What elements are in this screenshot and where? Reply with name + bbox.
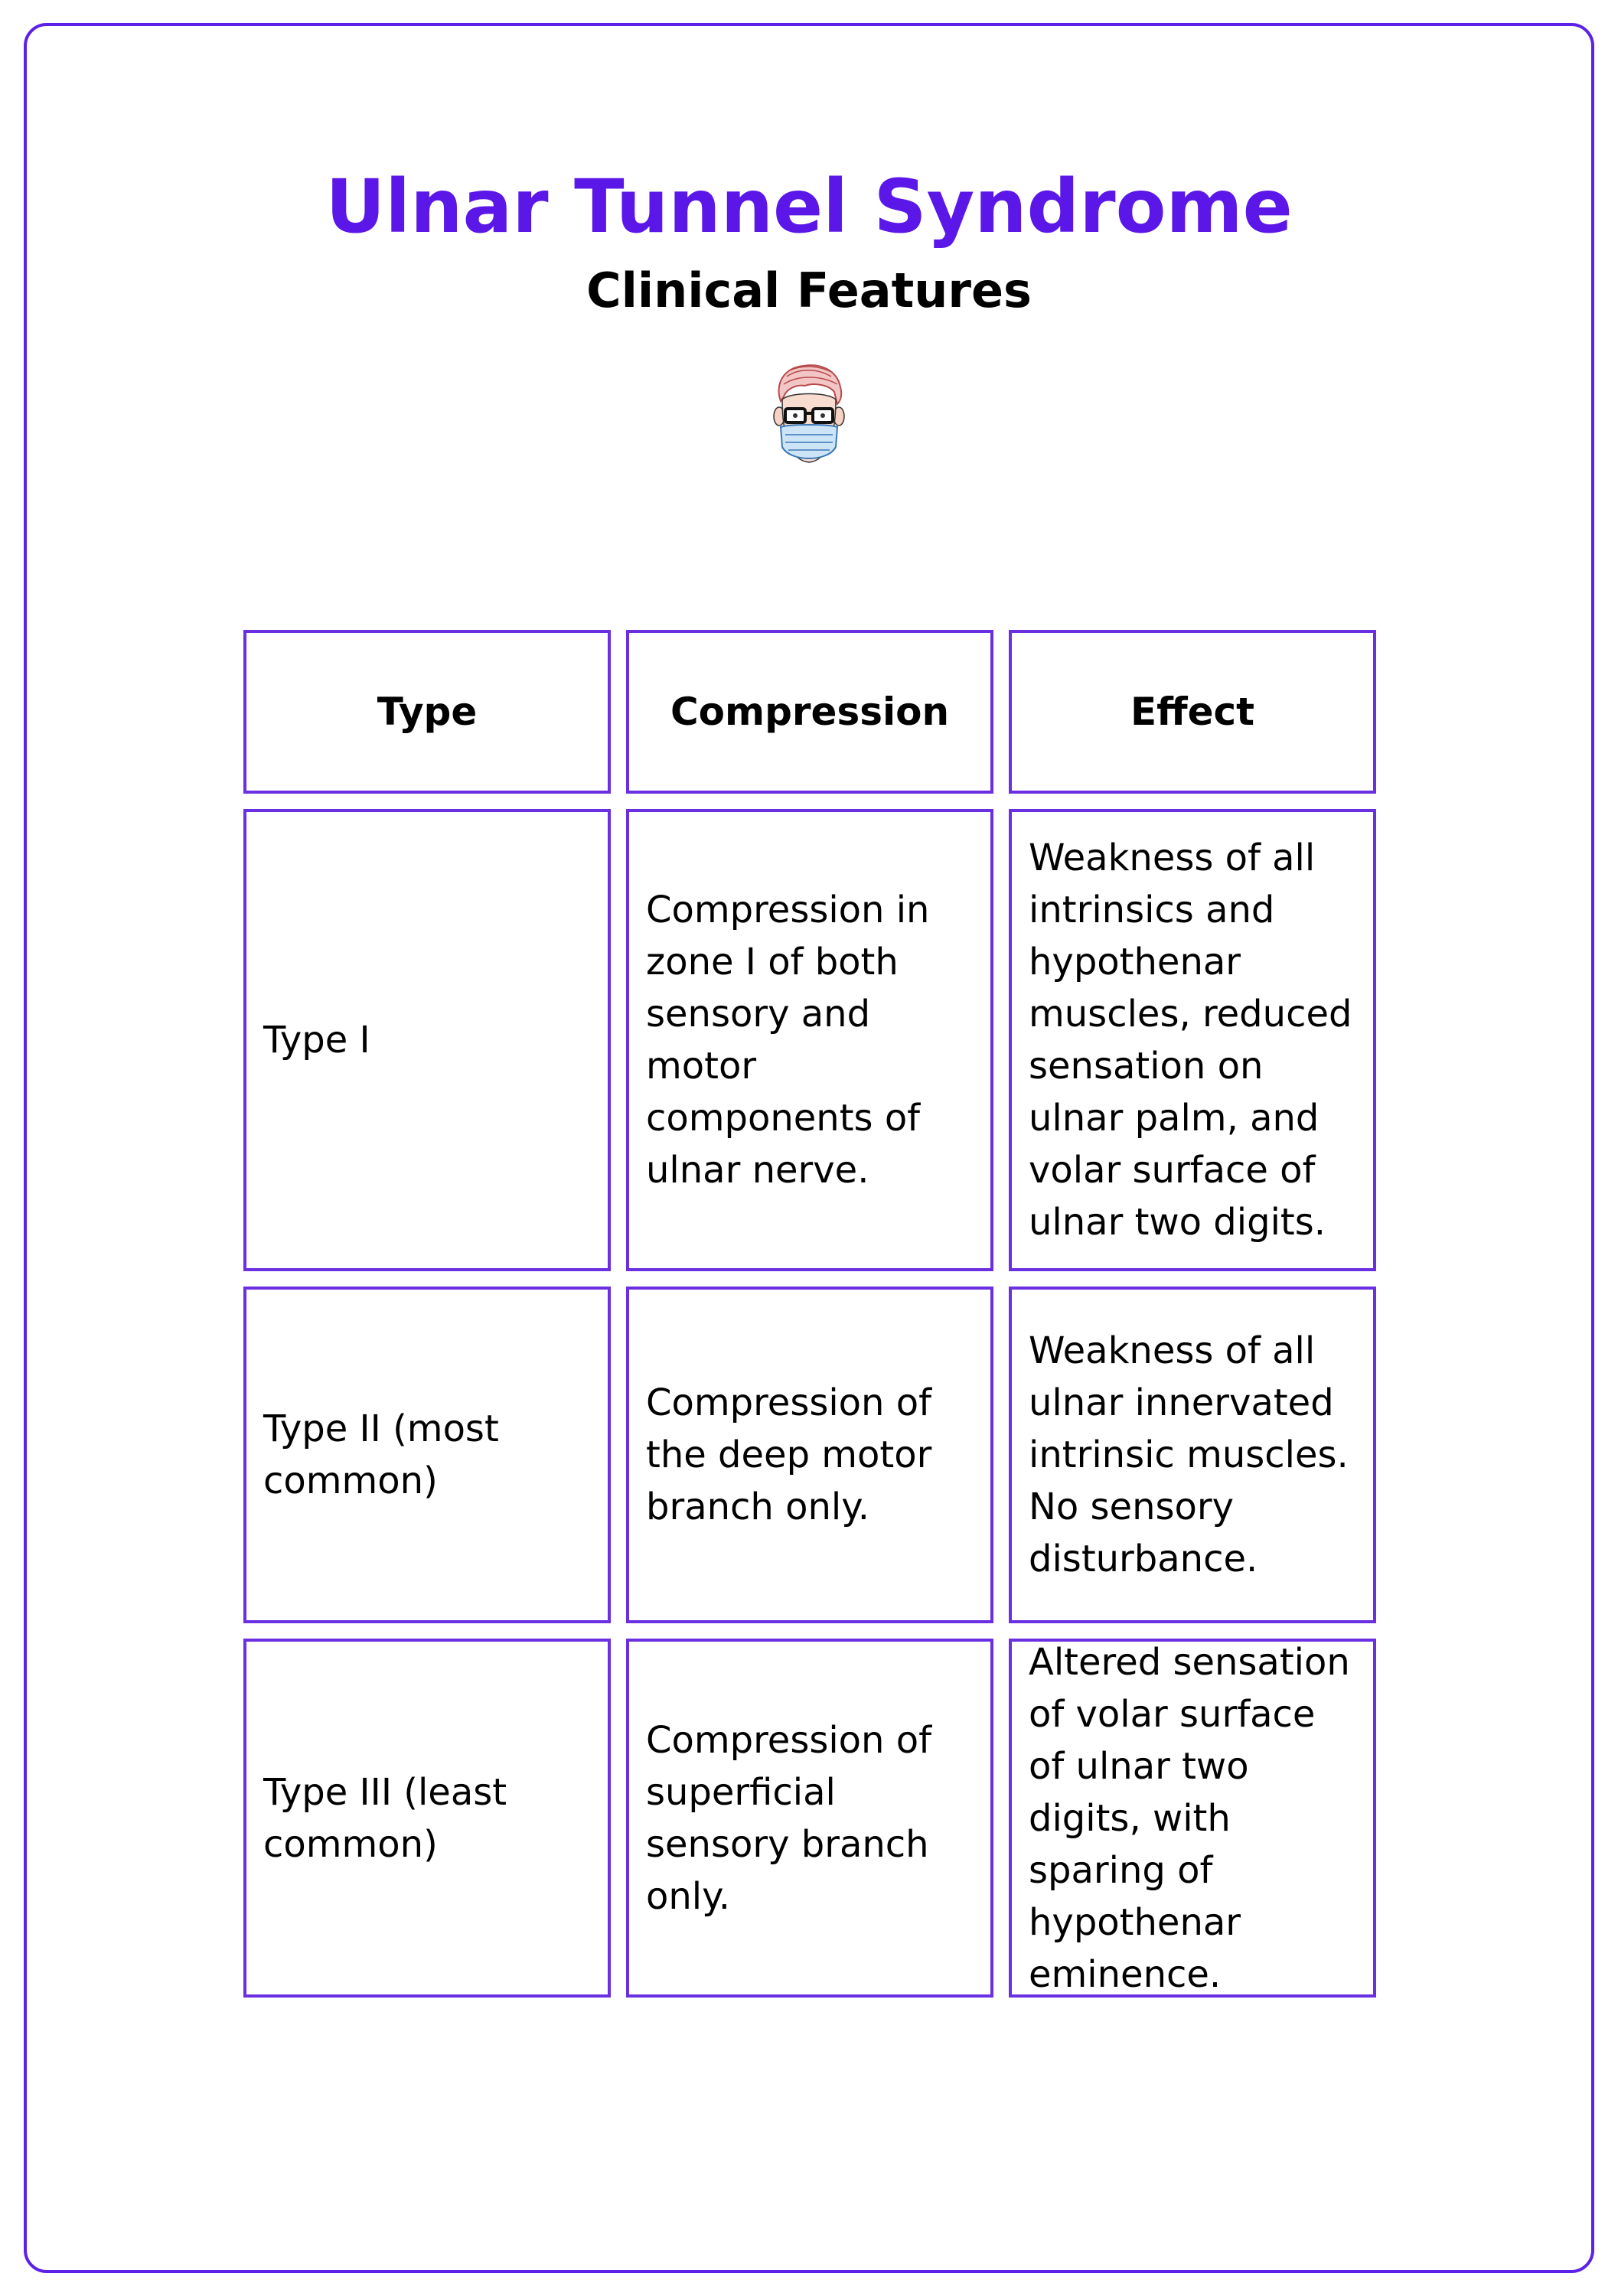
table-cell-effect: Weakness of all ulnar innervated intrinsic muscles. No sensory disturbance. [1009, 1287, 1376, 1623]
table-cell-type: Type III (least common) [243, 1639, 611, 1998]
table-cell-compression: Compression of superficial sensory branch only. [626, 1639, 993, 1998]
table-header-type: Type [243, 630, 611, 794]
table-cell-compression: Compression of the deep motor branch only. [626, 1287, 993, 1623]
table-header-compression: Compression [626, 630, 993, 794]
doctor-avatar-icon [767, 361, 851, 472]
table-header-effect: Effect [1009, 630, 1376, 794]
page-title: Ulnar Tunnel Syndrome [325, 164, 1293, 249]
table-cell-effect: Weakness of all intrinsics and hypothenar muscles, reduced sensation on ulnar palm, and volar surface of ulnar two digits. [1009, 809, 1376, 1271]
table-cell-type: Type I [243, 809, 611, 1271]
page-subtitle: Clinical Features [586, 263, 1032, 318]
table-cell-type: Type II (most common) [243, 1287, 611, 1623]
table-cell-effect: Altered sensation of volar surface of ulnar two digits, with sparing of hypothenar eminence. [1009, 1639, 1376, 1998]
table-cell-compression: Compression in zone I of both sensory and motor components of ulnar nerve. [626, 809, 993, 1271]
